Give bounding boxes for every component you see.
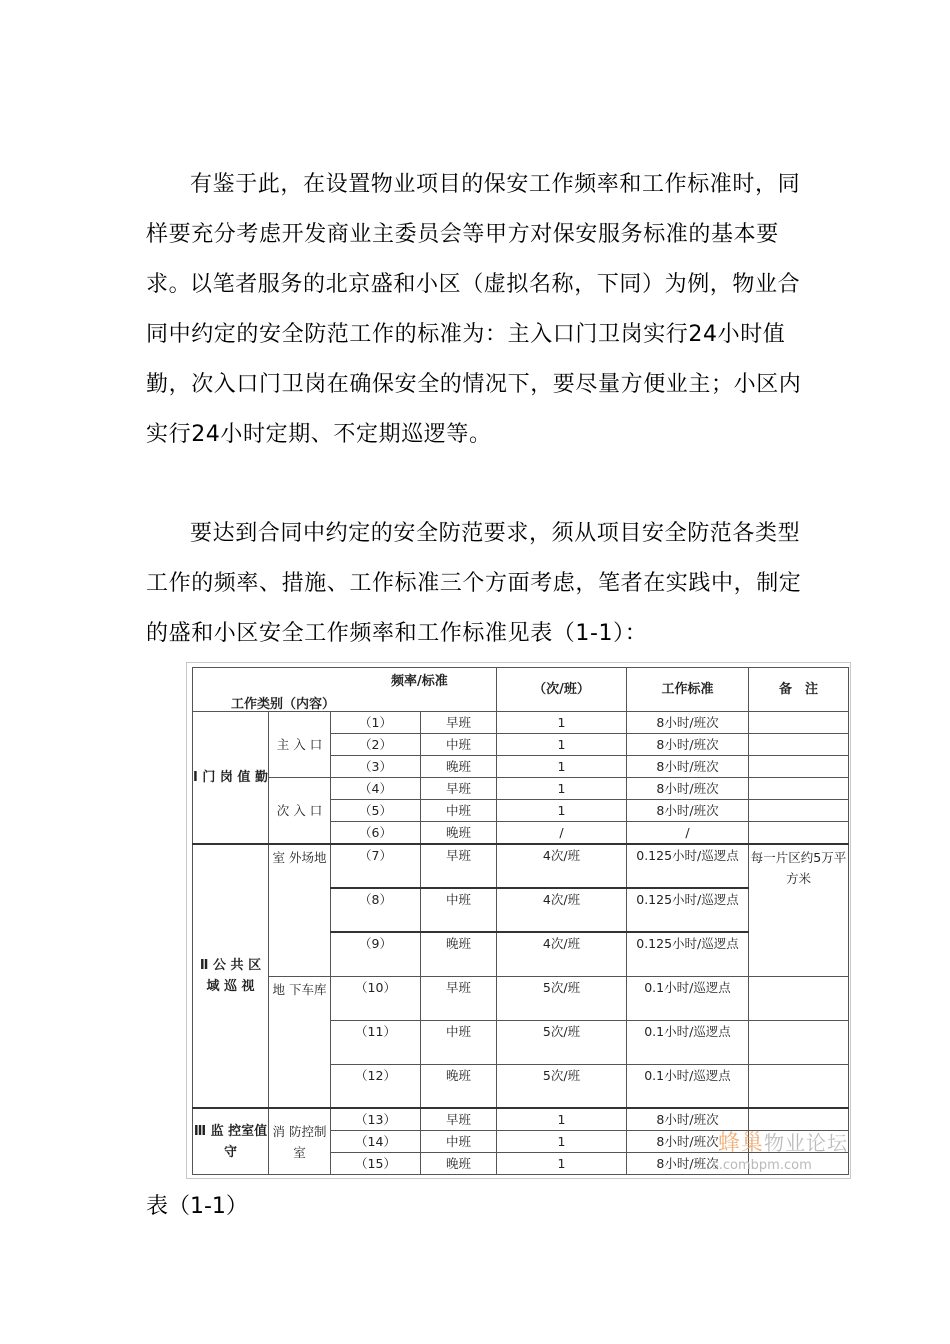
row-note [749,1020,849,1064]
table-row [193,976,849,1020]
header-freq-std: 频率/标准 [391,674,448,689]
row-no: （9） [331,932,421,976]
table-row [193,844,849,888]
row-shift: 晚班 [421,756,497,778]
row-note [749,712,849,734]
header-category: 工作类别（内容） [231,697,336,712]
row-no: （13） [331,1108,421,1131]
row-shift: 晚班 [421,1153,497,1175]
row-no: （6） [331,822,421,845]
row-no: （11） [331,1020,421,1064]
row-note [749,800,849,822]
group-1-sub-2: 次 入 口 [269,778,331,845]
row-shift: 中班 [421,1020,497,1064]
group-2-sub-2: 地 下车库 [269,976,331,1108]
row-standard: 0.1小时/巡逻点 [627,1020,749,1064]
row-standard: 8小时/班次 [627,756,749,778]
group-2-label: Ⅱ 公 共 区 域 巡 视 [193,844,269,1108]
row-shift: 中班 [421,734,497,756]
row-times: 1 [497,756,627,778]
row-shift: 中班 [421,1131,497,1153]
row-times: / [497,822,627,845]
table-row [193,778,849,800]
row-note [749,778,849,800]
row-standard: 0.125小时/巡逻点 [627,888,749,932]
row-note [749,756,849,778]
row-no: （3） [331,756,421,778]
group-3-sub-1: 消 防控制 室 [269,1108,331,1175]
row-shift: 晚班 [421,1064,497,1108]
paragraph-3: 要达到合同中约定的安全防范要求，须从项目安全防范各类型工作的频率、措施、工作标准三个方面考虑，笔者在实践中，制定的盛和小区安全工作频率和工作标准见表（1-1）： [146,521,802,646]
group-3-label: Ⅲ 监 控室值守 [193,1108,269,1175]
row-shift: 早班 [421,1108,497,1131]
row-shift: 早班 [421,844,497,888]
watermark-logo [718,1126,848,1157]
row-standard: 8小时/班次 [627,800,749,822]
row-shift: 中班 [421,888,497,932]
row-standard: 8小时/班次 [627,1131,749,1153]
row-times: 1 [497,800,627,822]
group-2-note: 每一片区约5万平方米 [749,844,849,976]
security-work-table [192,667,849,1175]
group-2-sub-1: 室 外场地 [269,844,331,976]
header-standard: 工作标准 [627,668,749,712]
row-note [749,1064,849,1108]
row-times: 1 [497,712,627,734]
paragraph-1: 有鉴于此，在设置物业项目的保安工作频率和工作标准时，同样要充分考虑开发商业主委员会等甲方对保安服务标准的基本要求。 [146,172,801,297]
row-shift: 早班 [421,778,497,800]
row-times: 1 [497,1131,627,1153]
row-shift: 早班 [421,712,497,734]
row-standard: 0.125小时/巡逻点 [627,932,749,976]
group-1-sub-1: 主 入 口 [269,712,331,778]
row-times: 4次/班 [497,888,627,932]
group-1-label: Ⅰ 门 岗 值 勤 [193,712,269,845]
paragraph-2: 以笔者服务的北京盛和小区（虚拟名称，下同）为例，物业合同中约定的安全防范工作的标准为：主入口门卫岗实行24小时值勤，次入口门卫岗在确保安全的情况下，要尽量方便业主；小区内实行24小时定期、不定期巡逻等。 [146,272,802,447]
row-times: 5次/班 [497,1020,627,1064]
row-standard: 0.1小时/巡逻点 [627,1064,749,1108]
watermark-url: s.combpm.com [712,1158,812,1173]
row-no: （5） [331,800,421,822]
header-category-cell [193,668,497,712]
row-times: 1 [497,1153,627,1175]
header-times: （次/班） [497,668,627,712]
table-caption: 表（1-1） [146,1194,248,1219]
row-times: 1 [497,1108,627,1131]
row-standard: 8小时/班次 [627,734,749,756]
row-note [749,822,849,845]
row-no: （2） [331,734,421,756]
row-no: （4） [331,778,421,800]
table-header-row [193,668,849,712]
row-no: （8） [331,888,421,932]
row-no: （12） [331,1064,421,1108]
watermark-main: 蜂巢 [718,1131,765,1156]
header-note: 备 注 [749,668,849,712]
row-note [749,976,849,1020]
row-note [749,734,849,756]
row-shift: 晚班 [421,932,497,976]
row-times: 4次/班 [497,932,627,976]
watermark-secondary: 物业论坛 [764,1131,849,1155]
row-standard: 0.1小时/巡逻点 [627,976,749,1020]
row-times: 1 [497,734,627,756]
row-no: （7） [331,844,421,888]
row-standard: 8小时/班次 [627,712,749,734]
row-shift: 早班 [421,976,497,1020]
row-standard: 0.125小时/巡逻点 [627,844,749,888]
row-no: （15） [331,1153,421,1175]
row-times: 1 [497,778,627,800]
row-times: 4次/班 [497,844,627,888]
row-no: （14） [331,1131,421,1153]
row-shift: 中班 [421,800,497,822]
row-no: （10） [331,976,421,1020]
row-standard: / [627,822,749,845]
row-times: 5次/班 [497,1064,627,1108]
row-standard: 8小时/班次 [627,1153,749,1175]
row-shift: 晚班 [421,822,497,845]
row-times: 5次/班 [497,976,627,1020]
row-standard: 8小时/班次 [627,778,749,800]
row-no: （1） [331,712,421,734]
row-standard: 8小时/班次 [627,1108,749,1131]
